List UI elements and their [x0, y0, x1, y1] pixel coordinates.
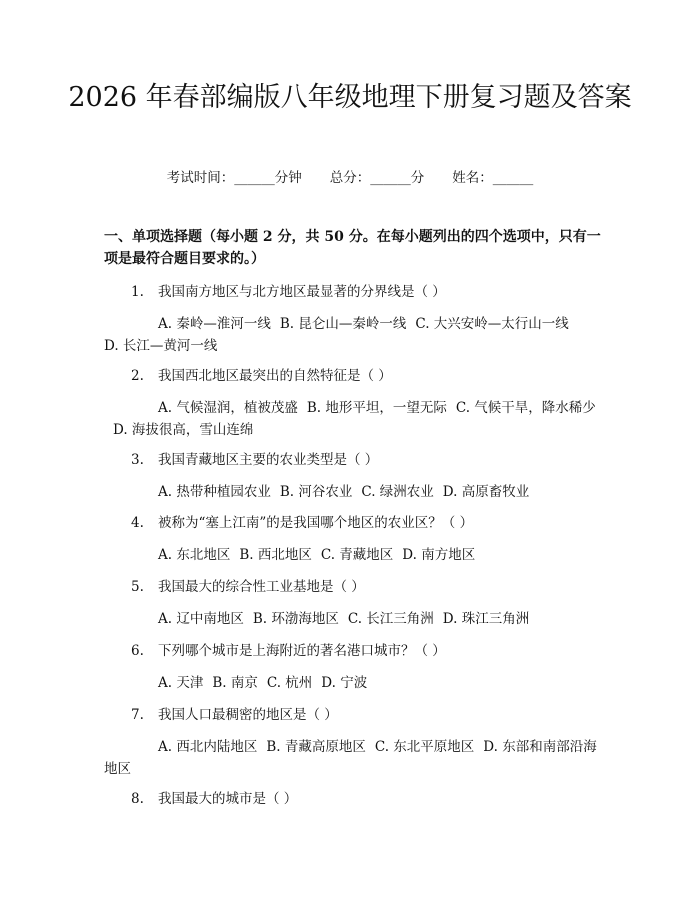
option-c: C. 青藏地区	[320, 547, 394, 563]
option-a: A. 秦岭—淮河一线	[158, 316, 271, 332]
option-d: D. 长江—黄河一线	[104, 338, 218, 354]
question-2-options	[104, 397, 604, 441]
question-4-options	[104, 544, 604, 566]
question-2	[104, 365, 604, 387]
option-d: D. 高原畜牧业	[442, 484, 530, 500]
option-a: A. 气候湿润，植被茂盛	[158, 400, 298, 416]
question-5	[104, 576, 604, 598]
option-b: B. 南京	[212, 675, 258, 691]
option-b: B. 河谷农业	[279, 484, 353, 500]
name-label: 姓名：	[452, 170, 493, 186]
question-1-options	[104, 313, 604, 357]
option-d: D. 南方地区	[402, 547, 476, 563]
section-heading: 一、单项选择题（每小题 2 分，共 50 分。在每小题列出的四个选项中，只有一项是最符合题目要求的。）	[104, 229, 601, 267]
option-a: A. 热带种植园农业	[158, 484, 271, 500]
question-7-options	[104, 736, 604, 780]
question-6-options	[104, 672, 604, 694]
option-d: D. 东部和南部沿海地区	[104, 739, 597, 777]
option-c: C. 长江三角洲	[347, 611, 434, 627]
question-1	[104, 281, 604, 303]
question-number: 3.	[131, 452, 144, 468]
question-number: 7.	[131, 707, 144, 723]
option-d: D. 海拔很高，雪山连绵	[113, 422, 254, 438]
question-number: 2.	[131, 368, 144, 384]
time-label: 考试时间：	[166, 170, 235, 186]
time-blank: ______	[234, 170, 275, 186]
question-number: 1.	[131, 284, 144, 300]
question-3-options	[104, 481, 604, 503]
option-c: C. 气候干旱，降水稀少	[455, 400, 596, 416]
question-text: 我国最大的综合性工业基地是（ ）	[158, 579, 365, 595]
question-text: 我国最大的城市是（ ）	[158, 791, 298, 807]
score-unit: 分	[410, 170, 425, 186]
question-number: 4.	[131, 515, 144, 531]
score-blank: ______	[370, 170, 411, 186]
question-3	[104, 449, 604, 471]
time-unit: 分钟	[274, 170, 302, 186]
option-a: A. 东北地区	[158, 547, 231, 563]
option-a: A. 西北内陆地区	[158, 739, 258, 755]
name-blank: ______	[492, 170, 534, 186]
option-a: A. 辽中南地区	[158, 611, 244, 627]
question-text: 下列哪个城市是上海附近的著名港口城市？（ ）	[158, 643, 446, 659]
option-c: C. 杭州	[266, 675, 313, 691]
question-number: 8.	[131, 791, 144, 807]
option-b: B. 青藏高原地区	[266, 739, 366, 755]
question-text: 我国南方地区与北方地区最显著的分界线是（ ）	[158, 284, 446, 300]
question-5-options	[104, 608, 604, 630]
question-number: 5.	[131, 579, 144, 595]
option-d: D. 宁波	[321, 675, 368, 691]
option-b: B. 西北地区	[239, 547, 312, 563]
option-b: B. 地形平坦，一望无际	[306, 400, 447, 416]
question-text: 我国西北地区最突出的自然特征是（ ）	[158, 368, 392, 384]
option-b: B. 昆仑山—秦岭一线	[279, 316, 407, 332]
question-text: 我国人口最稠密的地区是（ ）	[158, 707, 338, 723]
option-c: C. 东北平原地区	[374, 739, 475, 755]
score-label: 总分：	[329, 170, 371, 186]
question-8	[104, 788, 604, 810]
option-c: C. 绿洲农业	[361, 484, 434, 500]
option-a: A. 天津	[158, 675, 204, 691]
question-number: 6.	[131, 643, 144, 659]
question-4	[104, 512, 604, 534]
question-6	[104, 640, 604, 662]
question-text: 被称为“塞上江南”的是我国哪个地区的农业区？（ ）	[158, 515, 474, 531]
option-b: B. 环渤海地区	[252, 611, 339, 627]
question-text: 我国青藏地区主要的农业类型是（ ）	[158, 452, 379, 468]
option-c: C. 大兴安岭—太行山一线	[415, 316, 569, 332]
option-d: D. 珠江三角洲	[442, 611, 530, 627]
question-7	[104, 704, 604, 726]
exam-meta	[0, 168, 700, 188]
document-title: 2026 年春部编版八年级地理下册复习题及答案	[68, 82, 632, 113]
